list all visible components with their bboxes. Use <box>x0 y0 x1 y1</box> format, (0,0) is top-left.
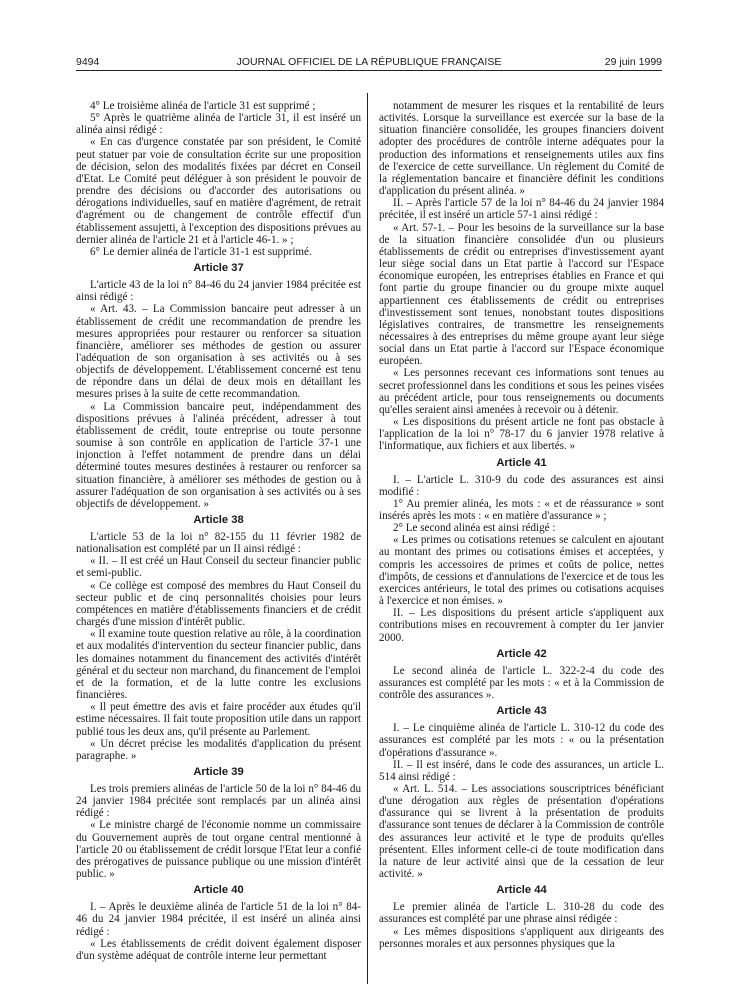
paragraph: I. – Après le deuxième alinéa de l'article 51 de la loi n° 84-46 du 24 janvier 1984 précitée, il est inséré un alinéa ainsi rédigé : <box>76 901 361 938</box>
paragraph: L'article 53 de la loi n° 82-155 du 11 février 1982 de nationalisation est complété par un II ainsi rédigé : <box>76 531 361 556</box>
paragraph: « II. – Il est créé un Haut Conseil du secteur financier public et semi-public. <box>76 555 361 580</box>
article-heading: Article 44 <box>496 884 547 897</box>
column-divider <box>367 93 368 984</box>
paragraph: « Ce collège est composé des membres du Haut Conseil du secteur public et de cinq personnalités choisies pour leurs compétences en matière d'établissements financiers et de crédit chargés d'une mission d'intérêt public. <box>76 579 361 629</box>
paragraph: notamment de mesurer les risques et la rentabilité de leurs activités. Lorsque la surveillance est exercée sur la base de la situation financière consolidée, les groupes financiers doivent adopter des procédures de contrôle interne adéquates pour la production des informations et renseignements utiles aux fins de l'exercice de cette surveillance. Un règlement du Comité de la réglementation bancaire et financière définit les conditions d'application du présent alinéa. » <box>379 100 664 198</box>
paragraph: 6° Le dernier alinéa de l'article 31-1 est supprimé. <box>90 245 312 258</box>
paragraph: « Les dispositions du présent article ne font pas obstacle à l'application de la loi n° 78-17 du 6 janvier 1978 relative à l'informatique, aux fichiers et aux libertés. » <box>379 416 664 453</box>
paragraph: « Il examine toute question relative au rôle, à la coordination et aux modalités d'intervention du secteur financier public, dans les domaines notamment du financement des activités d'intérêt général et du secteur non marchand, du financement de l'emploi et de la formation, et de la lutte contre les exclusions financières. <box>76 628 361 702</box>
paragraph: 5° Après le quatrième alinéa de l'article 31, il est inséré un alinéa ainsi rédigé : <box>76 112 361 137</box>
paragraph: « Les mêmes dispositions s'appliquent aux dirigeants des personnes morales et aux personnes physiques que la <box>379 925 664 950</box>
page-number: 9494 <box>76 56 100 68</box>
paragraph: « Art. L. 514. – Les associations souscriptrices bénéficiant d'une dérogation aux règles de présentation d'opérations d'assurance qui se livrent à la présentation de produits d'assurance sont tenues de déclarer à la Commission de contrôle des assurances leur activité et le type de produits qu'elles présentent. Elles informent celle-ci de toute modification dans la nature de leur activité ainsi que de la cessation de leur activité. » <box>379 782 664 881</box>
paragraph: « Les personnes recevant ces informations sont tenues au secret professionnel dans les conditions et sous les peines visées au précédent article, pour tous renseignements ou documents qu'elles seraient ainsi amenées à recevoir ou à détenir. <box>379 367 664 416</box>
paragraph: « En cas d'urgence constatée par son président, le Comité peut statuer par voie de consultation écrite sur une proposition de décision, selon des modalités fixées par décret en Conseil d'Etat. Le Comité peut déléguer à son président le pouvoir de prendre des décisions ou d'accorder des autorisations ou dérogations individuelles, sauf en matière d'agrément, de retrait d'agrément ou de changement de contrôle effectif d'un établissement assujetti, à l'exception des dispositions prévues au dernier alinéa de l'article 21 et à l'article 46-1. » ; <box>76 136 361 246</box>
article-heading: Article 37 <box>193 262 244 275</box>
journal-title: JOURNAL OFFICIEL DE LA RÉPUBLIQUE FRANÇAISE <box>236 56 502 68</box>
paragraph: « La Commission bancaire peut, indépendamment des dispositions prévues à l'alinéa précédent, adresser à tout établissement de crédit, toute entreprise ou toute personne soumise à son contrôle en application de l'article 37-1 une injonction à l'effet notamment de prendre dans un délai déterminé toutes mesures destinées à restaurer ou renforcer sa situation financière, à améliorer ses méthodes de gestion ou à assurer l'adéquation de son organisation à ses activités ou à ses objectifs de développement. » <box>76 400 361 510</box>
article-heading: Article 41 <box>496 456 547 469</box>
header-rule <box>76 70 662 71</box>
paragraph: 4° Le troisième alinéa de l'article 31 est supprimé ; <box>90 100 316 112</box>
article-heading: Article 43 <box>496 705 547 718</box>
article-heading: Article 42 <box>496 647 547 660</box>
paragraph: « Art. 57-1. – Pour les besoins de la surveillance sur la base de la situation financière consolidée d'un ou plusieurs établissements de crédit ou entreprises d'investissement ayant leur siège social dans un Etat partie à l'accord sur l'Espace économique européen, les entreprises établies en France et qui font partie du groupe financier ou du groupe mixte auquel appartiennent ces établissements de crédit ou entreprises d'investissement sont tenues, nonobstant toutes dispositions législatives contraires, de transmettre les renseignements nécessaires à des entreprises du même groupe ayant leur siège social dans un Etat partie à l'accord sur l'Espace économique européen. <box>379 221 664 368</box>
paragraph: « Le ministre chargé de l'économie nomme un commissaire du Gouvernement auprès de tout organe central mentionné à l'article 20 ou établissement de crédit lorsque l'Etat leur a confié des prérogatives de puissance publique ou une mission d'intérêt public. » <box>76 819 361 881</box>
paragraph: I. – Le cinquième alinéa de l'article L. 310-12 du code des assurances est complété par les mots : « ou la présentation d'opérations d'assurance ». <box>379 722 664 759</box>
paragraph: « Un décret précise les modalités d'application du présent paragraphe. » <box>76 737 361 762</box>
paragraph: 2° Le second alinéa est ainsi rédigé : <box>393 522 556 535</box>
paragraph: Les trois premiers alinéas de l'article 50 de la loi n° 84-46 du 24 janvier 1984 précitée sont remplacés par un alinéa ainsi rédigé : <box>76 782 361 820</box>
paragraph: « Les primes ou cotisations retenues se calculent en ajoutant au montant des primes ou cotisations émises et acceptées, y compris les accessoires de primes et coûts de police, nettes d'impôts, de cessions et d'annulations de l'exercice et de tous les exercices antérieurs, le total des primes ou cotisations acquises à l'exercice et non émises. » <box>379 534 664 608</box>
right-column <box>379 100 664 950</box>
paragraph: Le second alinéa de l'article L. 322-2-4 du code des assurances est complété par les mots : « et à la Commission de contrôle des assurances ». <box>379 664 664 702</box>
paragraph: « Il peut émettre des avis et faire procéder aux études qu'il estime nécessaires. Il fait toute proposition utile dans un rapport publié tous les deux ans, qu'il présente au Parlement. <box>76 701 361 738</box>
paragraph: II. – Après l'article 57 de la loi n° 84-46 du 24 janvier 1984 précitée, il est inséré un article 57-1 ainsi rédigé : <box>379 197 664 222</box>
paragraph: II. – Les dispositions du présent article s'appliquent aux contributions mises en recouvrement à compter du 1er janvier 2000. <box>379 607 664 644</box>
paragraph: « Les établissements de crédit doivent également disposer d'un système adéquat de contrôle interne leur permettant <box>76 937 361 962</box>
paragraph: L'article 43 de la loi n° 84-46 du 24 janvier 1984 précitée est ainsi rédigé : <box>76 279 361 304</box>
paragraph: « Art. 43. – La Commission bancaire peut adresser à un établissement de crédit une recommandation de prendre les mesures appropriées pour restaurer ou renforcer sa situation financière, améliorer ses méthodes de gestion ou assurer l'adéquation de son organisation à ses activités ou à ses objectifs de développement. L'établissement concerné est tenu de répondre dans un délai de deux mois en détaillant les mesures prises à la suite de cette recommandation. <box>76 303 361 401</box>
paragraph: I. – L'article L. 310-9 du code des assurances est ainsi modifié : <box>379 473 664 498</box>
article-heading: Article 38 <box>193 514 244 526</box>
publication-date: 29 juin 1999 <box>604 56 662 68</box>
paragraph: 1° Au premier alinéa, les mots : « et de réassurance » sont insérés après les mots : « en matière d'assurance » ; <box>379 497 664 522</box>
article-heading: Article 39 <box>193 765 244 778</box>
article-heading: Article 40 <box>193 884 244 897</box>
paragraph: Le premier alinéa de l'article L. 310-28 du code des assurances est complété par une phrase ainsi rédigée : <box>379 901 664 926</box>
left-column <box>76 100 361 962</box>
paragraph: II. – Il est inséré, dans le code des assurances, un article L. 514 ainsi rédigé : <box>379 758 664 783</box>
